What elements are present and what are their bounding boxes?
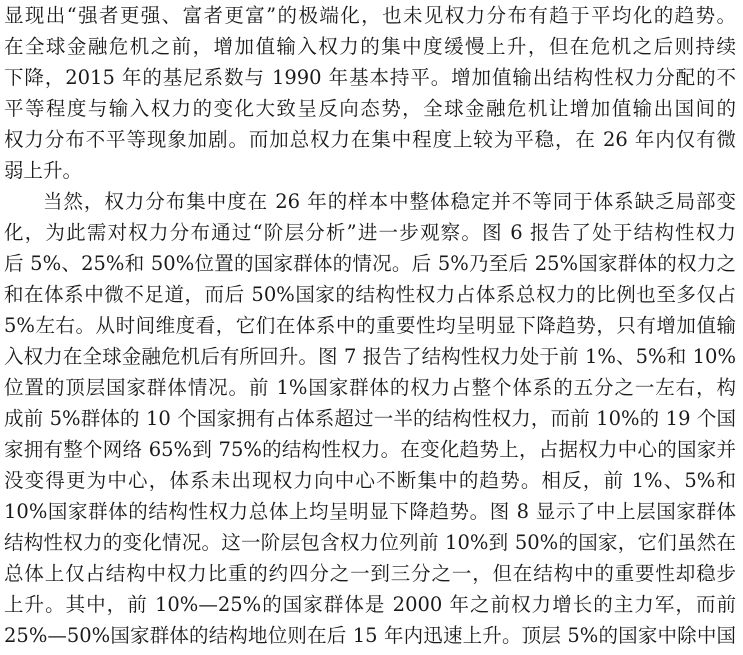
text-line: 入权力在全球金融危机后有所回升。图 7 报告了结构性权力处于前 1%、5%和 10% [4, 345, 736, 368]
text-line: 下降，2015 年的基尼系数与 1990 年基本持平。增加值输出结构性权力分配的不 [4, 66, 736, 89]
text-line: 上升。其中，前 10%—25%的国家群体是 2000 年之前权力增长的主力军，而前 [4, 593, 736, 616]
text-line: 显现出“强者更强、富者更富”的极端化，也未见权力分布有趋于平均化的趋势。 [4, 4, 736, 27]
text-line: 在全球金融危机之前，增加值输入权力的集中度缓慢上升，但在危机之后则持续 [4, 35, 736, 58]
text-line: 没变得更为中心，体系未出现权力向中心不断集中的趋势。相反，前 1%、5%和 [4, 469, 736, 492]
text-line: 结构性权力的变化情况。这一阶层包含权力位列前 10%到 50%的国家，它们虽然在 [4, 531, 736, 554]
text-line: 位置的顶层国家群体情况。前 1%国家群体的权力占整个体系的五分之一左右，构 [4, 376, 736, 399]
text-line: 弱上升。 [4, 159, 83, 182]
text-line: 5%左右。从时间维度看，它们在体系中的重要性均呈明显下降趋势，只有增加值输 [4, 314, 736, 337]
text-line: 权力分布不平等现象加剧。而加总权力在集中程度上较为平稳，在 26 年内仅有微 [4, 128, 736, 151]
text-line: 后 5%、25%和 50%位置的国家群体的情况。后 5%乃至后 25%国家群体的权力之 [4, 252, 736, 275]
text-line: 总体上仅占结构中权力比重的约四分之一到三分之一，但在结构中的重要性却稳步 [4, 562, 736, 585]
text-line: 平等程度与输入权力的变化大致呈反向态势，全球金融危机让增加值输出国间的 [4, 97, 736, 120]
text-line: 当然，权力分布集中度在 26 年的样本中整体稳定并不等同于体系缺乏局部变 [43, 190, 736, 213]
text-line: 10%国家群体的结构性权力总体上均呈明显下降趋势。图 8 显示了中上层国家群体 [4, 500, 736, 523]
text-line: 化，为此需对权力分布通过“阶层分析”进一步观察。图 6 报告了处于结构性权力 [4, 221, 736, 244]
text-line: 成前 5%群体的 10 个国家拥有占体系超过一半的结构性权力，而前 10%的 19 个国 [4, 407, 736, 430]
text-line: 和在体系中微不足道，而后 50%国家的结构性权力占体系总权力的比例也至多仅占 [4, 283, 736, 306]
text-line: 25%—50%国家群体的结构地位则在后 15 年内迅速上升。顶层 5%的国家中除中国 [4, 624, 736, 647]
text-line: 家拥有整个网络 65%到 75%的结构性权力。在变化趋势上，占据权力中心的国家并 [4, 438, 736, 461]
